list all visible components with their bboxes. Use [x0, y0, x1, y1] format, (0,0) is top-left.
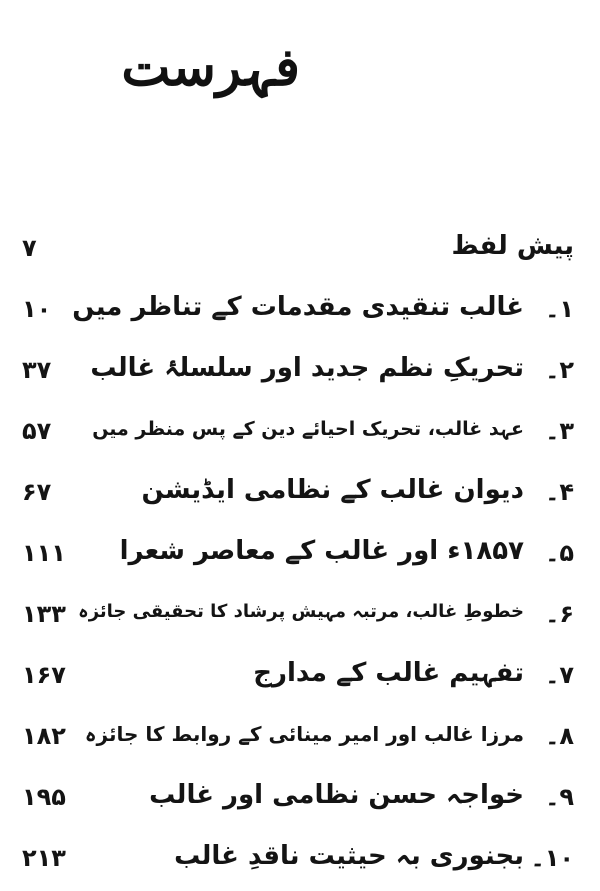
toc-entry-number: ۲۔ [545, 356, 574, 384]
toc-row [14, 525, 586, 586]
toc-row [14, 830, 586, 891]
toc-row [14, 464, 586, 525]
toc-row [14, 586, 586, 647]
toc-entry-title: بجنوری بہ حیثیت ناقدِ غالب [174, 841, 524, 871]
toc-entry-title: ۱۸۵۷ء اور غالب کے معاصر شعرا [119, 536, 524, 566]
toc-entry-title: خواجہ حسن نظامی اور غالب [149, 780, 524, 810]
toc-entry-page: ۱۳۳ [22, 600, 66, 628]
toc-row [14, 769, 586, 830]
toc-entry-page: ۳۷ [22, 356, 52, 384]
toc-entry-page: ۱۱۱ [22, 539, 66, 567]
toc-entry-title: خطوطِ غالب، مرتبہ مہیش پرشاد کا تحقیقی جائزہ [78, 601, 524, 622]
toc-entry-page: ۱۶۷ [22, 661, 66, 689]
toc-entry-title: تحریکِ نظم جدید اور سلسلۂ غالب [90, 353, 524, 383]
toc-entry-title: دیوان غالب کے نظامی ایڈیشن [141, 475, 524, 505]
toc-entry-title: عہد غالب، تحریک احیائے دین کے پس منظر میں [92, 418, 524, 440]
toc-row [14, 647, 586, 708]
toc-entry-number: ۹۔ [545, 783, 574, 811]
toc-entry-page: ۱۸۲ [22, 722, 66, 750]
toc-row [14, 281, 586, 342]
table-of-contents [14, 220, 586, 891]
toc-row [14, 708, 586, 769]
toc-entry-page: ۱۰ [22, 295, 52, 323]
toc-entry-number: ۱۔ [545, 295, 574, 323]
toc-entry-number: ۸۔ [545, 722, 574, 750]
toc-entry-number: ۶۔ [545, 600, 574, 628]
page-title: فہرست [121, 37, 300, 98]
toc-row [14, 403, 586, 464]
toc-entry-number: ۴۔ [545, 478, 574, 506]
toc-entry-page: ۵۷ [22, 417, 52, 445]
toc-entry-page: ۷ [22, 234, 37, 262]
toc-row [14, 342, 586, 403]
toc-entry-page: ۶۷ [22, 478, 52, 506]
toc-entry-title: غالب تنقیدی مقدمات کے تناظر میں [72, 292, 524, 322]
toc-entry-number: ۱۰۔ [530, 844, 574, 872]
toc-entry-number: ۳۔ [545, 417, 574, 445]
toc-entry-title: مرزا غالب اور امیر مینائی کے روابط کا جائزہ [84, 722, 524, 746]
toc-entry-number: ۷۔ [545, 661, 574, 689]
toc-entry-page: ۱۹۵ [22, 783, 66, 811]
toc-entry-number: ۵۔ [545, 539, 574, 567]
toc-entry-page: ۲۱۳ [22, 844, 66, 872]
toc-entry-title: تفہیم غالب کے مدارج [253, 658, 524, 688]
toc-row-preface [14, 220, 586, 281]
toc-entry-title: پیش لفظ [451, 231, 574, 261]
